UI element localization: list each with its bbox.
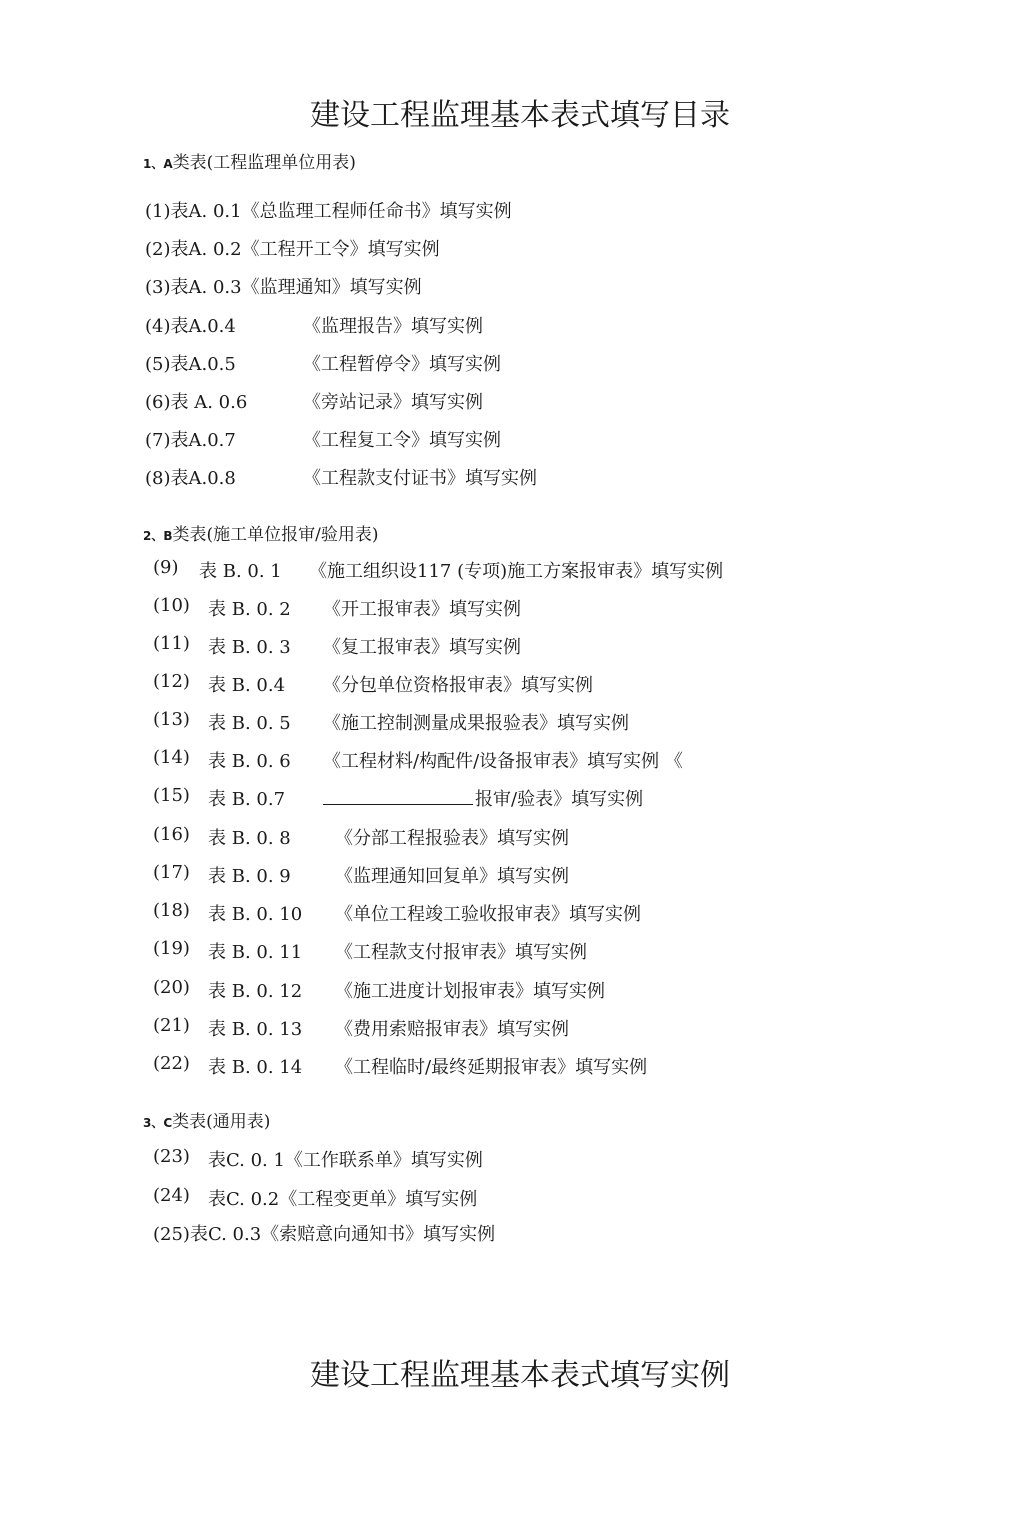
item-number: (22) bbox=[153, 1053, 190, 1074]
item-text: (3)表A. 0.3《监理通知》填写实例 bbox=[145, 277, 422, 298]
item-name: 《工程临时/最终延期报审表》填写实例 bbox=[335, 1057, 648, 1078]
item-code: (7)表A.0.7 bbox=[145, 430, 236, 451]
blank-line bbox=[323, 788, 473, 805]
item-name: 《分部工程报验表》填写实例 bbox=[335, 828, 569, 849]
item-number: (24) bbox=[153, 1185, 190, 1206]
item-code: 表 B. 0. 5 bbox=[208, 713, 291, 734]
section-label: 类表(工程监理单位用表) bbox=[172, 153, 356, 173]
section-number: 1、 bbox=[143, 157, 164, 171]
item-code: 表 B. 0. 3 bbox=[208, 637, 291, 658]
section-label: 类表(通用表) bbox=[172, 1112, 271, 1132]
item-code: 表 B. 0. 1 bbox=[199, 561, 282, 582]
section-a-heading bbox=[143, 148, 356, 173]
item-name: 《开工报审表》填写实例 bbox=[323, 599, 521, 620]
section-letter: B bbox=[163, 529, 173, 543]
item-name: 《旁站记录》填写实例 bbox=[303, 392, 483, 413]
item-code: 表 B. 0. 12 bbox=[208, 981, 303, 1002]
item-number: (23) bbox=[153, 1146, 190, 1167]
item-name: 《工程材料/构配件/设备报审表》填写实例 《 bbox=[323, 751, 683, 772]
item-code: 表 B. 0. 11 bbox=[208, 942, 303, 963]
item-name: 《费用索赔报审表》填写实例 bbox=[335, 1019, 569, 1040]
item-code: 表 B. 0. 9 bbox=[208, 866, 291, 887]
item-name: 《工程复工令》填写实例 bbox=[303, 430, 501, 451]
section-letter: C bbox=[163, 1116, 173, 1130]
item-code: (6)表 A. 0.6 bbox=[145, 392, 248, 413]
section-number: 2、 bbox=[143, 529, 164, 543]
item-code: 表 B. 0. 2 bbox=[208, 599, 291, 620]
item-code: 表 B. 0. 13 bbox=[208, 1019, 303, 1040]
item-name: 《单位工程竣工验收报审表》填写实例 bbox=[335, 904, 641, 925]
item-name: 《工程暂停令》填写实例 bbox=[303, 354, 501, 375]
item-number: (19) bbox=[153, 938, 190, 959]
item-code: (5)表A.0.5 bbox=[145, 354, 236, 375]
section-b-heading bbox=[143, 520, 379, 545]
item-code: 表 B. 0. 8 bbox=[208, 828, 291, 849]
item-code: 表 B. 0. 14 bbox=[208, 1057, 303, 1078]
item-number: (15) bbox=[153, 785, 190, 806]
item-name: 《监理报告》填写实例 bbox=[303, 316, 483, 337]
item-name: 《施工进度计划报审表》填写实例 bbox=[335, 981, 605, 1002]
item-text: (1)表A. 0.1《总监理工程师任命书》填写实例 bbox=[145, 201, 512, 222]
item-name: 《工程款支付报审表》填写实例 bbox=[335, 942, 587, 963]
section-number: 3、 bbox=[143, 1116, 164, 1130]
item-code: 表 B. 0. 6 bbox=[208, 751, 291, 772]
item-name: 《分包单位资格报审表》填写实例 bbox=[323, 675, 593, 696]
item-number: (18) bbox=[153, 900, 190, 921]
section-title: 建设工程监理基本表式填写实例 bbox=[310, 1358, 730, 1393]
item-code: 表 B. 0. 10 bbox=[208, 904, 303, 925]
item-name-with-blank bbox=[323, 785, 643, 811]
item-number: (17) bbox=[153, 862, 190, 883]
item-code: 表 B. 0.4 bbox=[208, 675, 286, 696]
section-label: 类表(施工单位报审/验用表) bbox=[172, 525, 379, 545]
item-name: 报审/验表》填写实例 bbox=[475, 789, 644, 810]
item-name: 《监理通知回复单》填写实例 bbox=[335, 866, 569, 887]
item-number: (9) bbox=[153, 557, 179, 578]
item-code: 表 B. 0.7 bbox=[208, 789, 286, 810]
item-code: (8)表A.0.8 bbox=[145, 468, 236, 489]
item-text: (2)表A. 0.2《工程开工令》填写实例 bbox=[145, 239, 440, 260]
item-number: (20) bbox=[153, 977, 190, 998]
item-text: (25)表C. 0.3《索赔意向通知书》填写实例 bbox=[153, 1224, 496, 1245]
item-text: 表C. 0. 1《工作联系单》填写实例 bbox=[208, 1150, 483, 1171]
page-title: 建设工程监理基本表式填写目录 bbox=[310, 98, 730, 133]
item-number: (21) bbox=[153, 1015, 190, 1036]
item-name: 《施工组织设117 (专项)施工方案报审表》填写实例 bbox=[309, 561, 724, 582]
item-number: (11) bbox=[153, 633, 190, 654]
item-number: (16) bbox=[153, 824, 190, 845]
item-number: (14) bbox=[153, 747, 190, 768]
item-number: (12) bbox=[153, 671, 190, 692]
section-letter: A bbox=[163, 157, 173, 171]
item-name: 《复工报审表》填写实例 bbox=[323, 637, 521, 658]
item-number: (10) bbox=[153, 595, 190, 616]
item-code: (4)表A.0.4 bbox=[145, 316, 236, 337]
section-c-heading bbox=[143, 1107, 270, 1132]
item-number: (13) bbox=[153, 709, 190, 730]
item-name: 《施工控制测量成果报验表》填写实例 bbox=[323, 713, 629, 734]
item-name: 《工程款支付证书》填写实例 bbox=[303, 468, 537, 489]
item-text: 表C. 0.2《工程变更单》填写实例 bbox=[208, 1189, 478, 1210]
